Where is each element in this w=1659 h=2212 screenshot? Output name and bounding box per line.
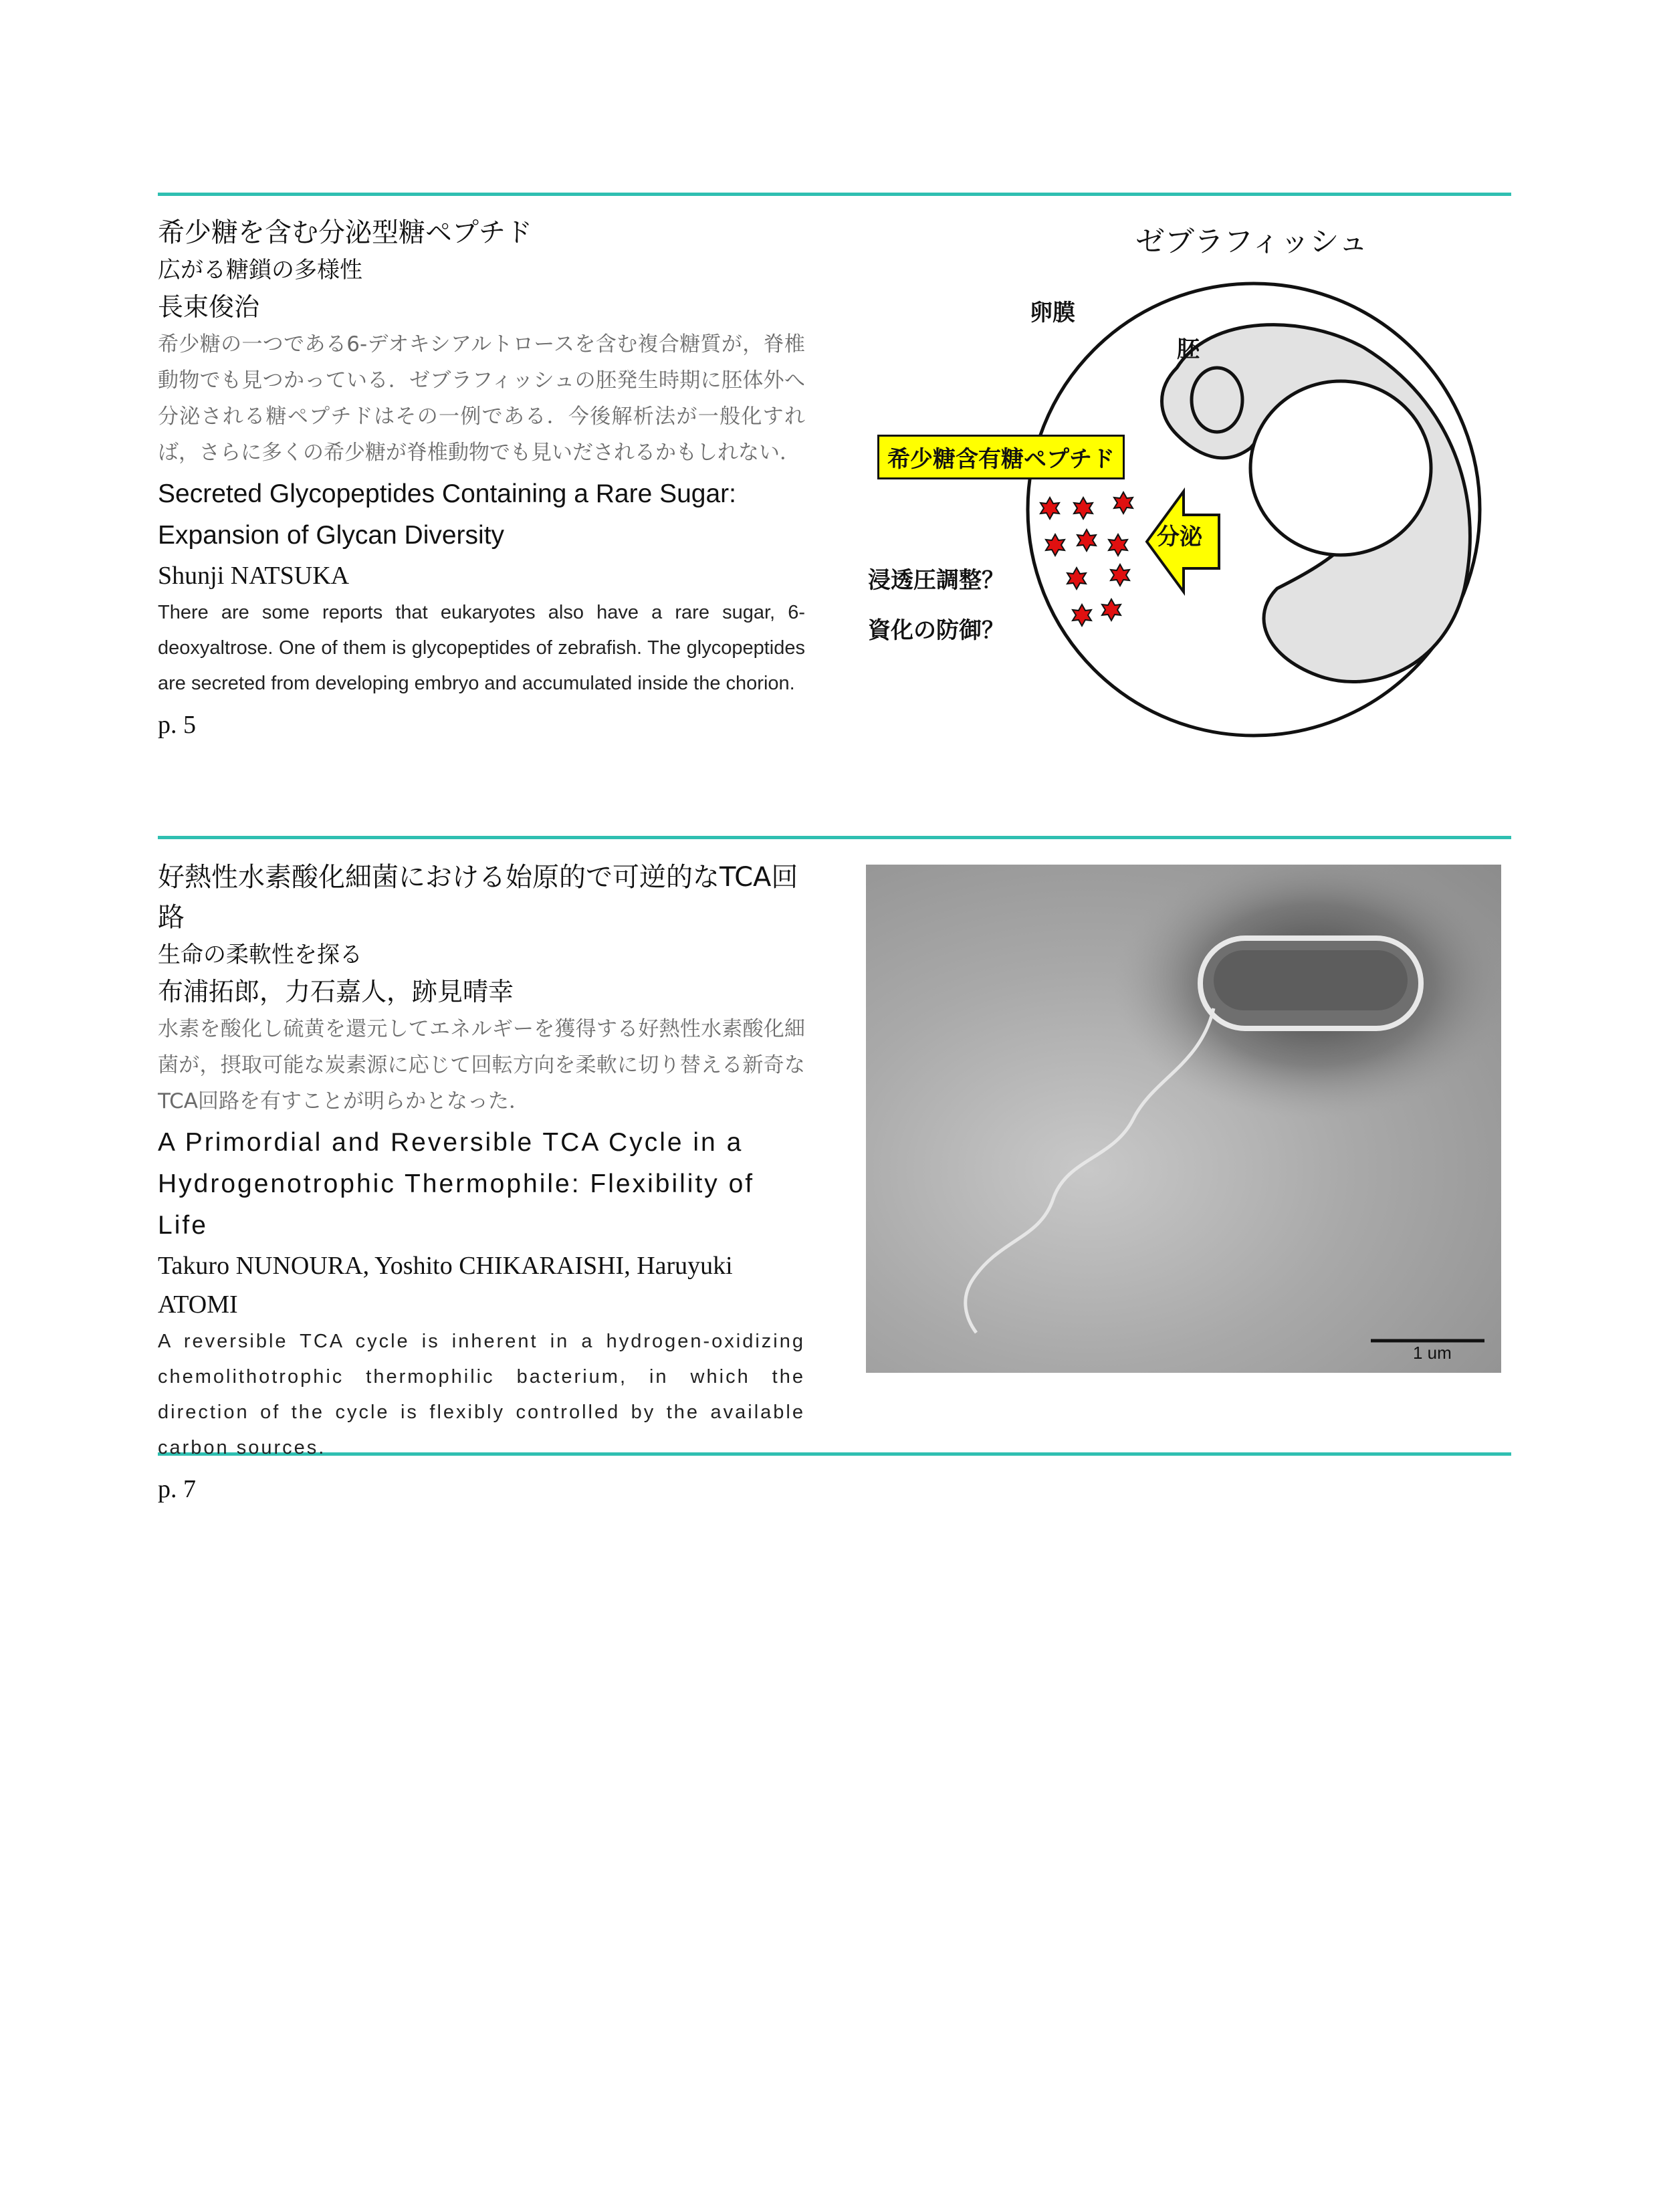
glycopeptide-label: 希少糖含有糖ペプチド	[877, 435, 1125, 479]
article-2-jp-abstract: 水素を酸化し硫黄を還元してエネルギーを獲得する好熱性水素酸化細菌が，摂取可能な炭素源に応じて回転方向を柔軟に切り替える新奇なTCA回路を有すことが明らかとなった．	[158, 1017, 805, 1113]
article-1-jp-abstract: 希少糖の一つである6-デオキシアルトロースを含む複合糖質が，脊椎動物でも見つかっている．ゼブラフィッシュの胚発生時期に胚体外へ分泌される糖ペプチドはその一例である．今後解析法が一般化すれば，さらに多くの希少糖が脊椎動物でも見いだされるかもしれない．	[158, 332, 805, 465]
article-1-jp-title: 希少糖を含む分泌型糖ペプチド	[158, 217, 532, 248]
micrograph-figure	[866, 865, 1501, 1373]
article-1	[158, 213, 805, 744]
article-2-jp-authors: 布浦拓郎，力石嘉人，跡見晴幸	[158, 977, 514, 1006]
zebrafish-diagram	[863, 214, 1511, 749]
middle-rule	[158, 836, 1511, 839]
article-1-page: p. 5	[158, 711, 196, 739]
secretion-label: 分泌	[1157, 524, 1202, 550]
chorion-label: 卵膜	[1030, 300, 1075, 326]
question-defense: 資化の防御？	[868, 617, 1004, 644]
article-1-jp-authors: 長束俊治	[158, 292, 260, 322]
article-1-en-abstract: There are some reports that eukaryotes also have a rare sugar, 6-deoxyaltrose. One of them is glycopeptides of zebrafish. The glycopeptides are secreted from developing embryo and accumulated inside the chorion.	[158, 602, 805, 694]
yolk	[1250, 381, 1431, 555]
article-2-en-title: A Primordial and Reversible TCA Cycle in a Hydrogenotrophic Thermophile: Flexibility of Life	[158, 1128, 755, 1240]
article-1-en-title: Secreted Glycopeptides Containing a Rare Sugar: Expansion of Glycan Diversity	[158, 479, 737, 550]
article-1-jp-subtitle: 広がる糖鎖の多様性	[158, 257, 362, 284]
figure1-title: ゼブラフィッシュ	[1135, 225, 1368, 259]
bacterium-micrograph	[866, 865, 1501, 1373]
zebrafish-figure	[863, 214, 1511, 749]
scale-label: 1 um	[1413, 1343, 1452, 1363]
article-1-en-authors: Shunji NATSUKA	[158, 562, 350, 590]
article-2	[158, 857, 805, 1509]
article-2-en-abstract: A reversible TCA cycle is inherent in a hydrogen-oxidizing chemolithotrophic thermophilic bacterium, in which the direction of the cycle is flexibly controlled by the available carbon sources.	[158, 1331, 805, 1458]
eye	[1192, 368, 1242, 432]
article-2-jp-title: 好熱性水素酸化細菌における始原的で可逆的なTCA回路	[158, 862, 798, 933]
bacterium-inner	[1214, 950, 1408, 1010]
article-2-en-authors: Takuro NUNOURA, Yoshito CHIKARAISHI, Haruyuki ATOMI	[158, 1252, 733, 1319]
article-2-page: p. 7	[158, 1475, 196, 1503]
question-osmotic: 浸透圧調整？	[868, 567, 1004, 594]
article-2-jp-subtitle: 生命の柔軟性を探る	[158, 942, 362, 968]
top-rule	[158, 193, 1511, 196]
embryo-label: 胚	[1177, 336, 1200, 363]
